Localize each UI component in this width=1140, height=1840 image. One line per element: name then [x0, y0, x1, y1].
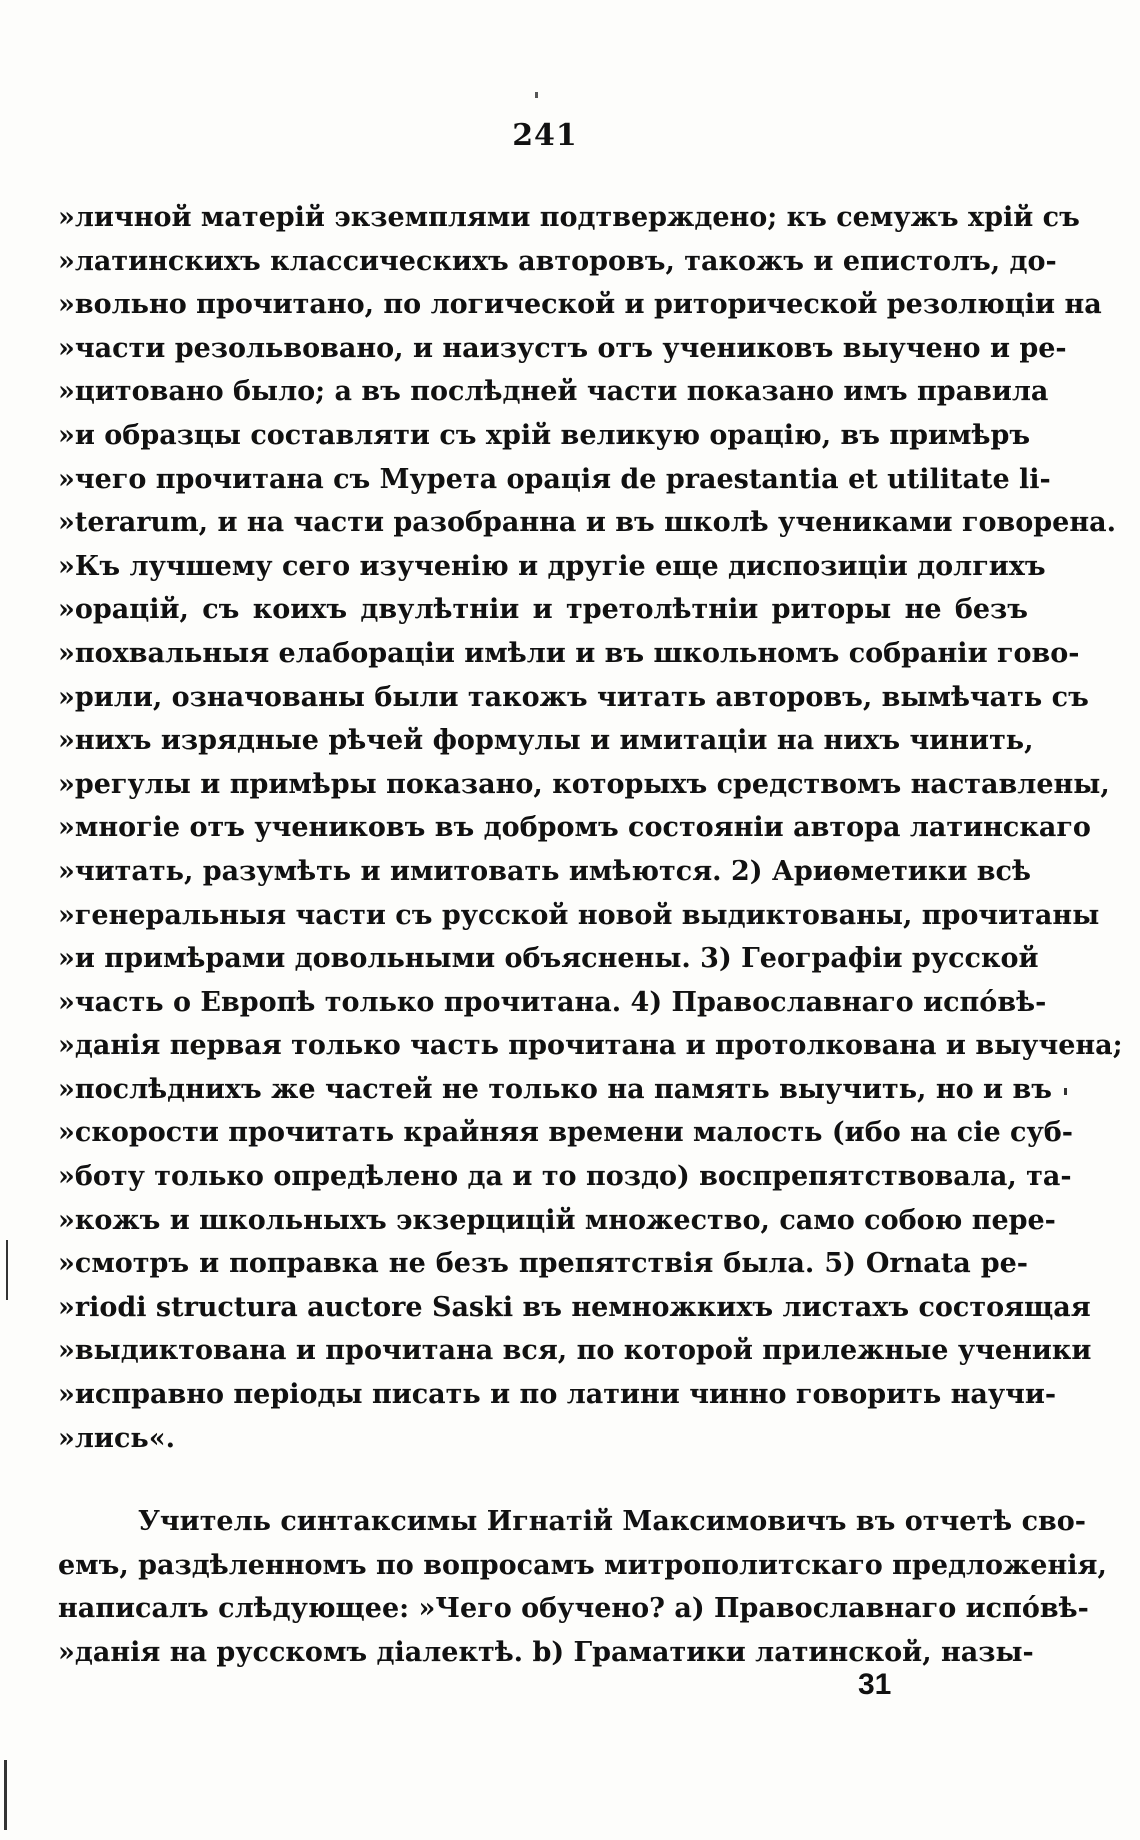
text-line: »орацій, съ коихъ двулѣтніи и третолѣтніи риторы не безъ — [58, 594, 1028, 626]
paragraph-2 — [58, 1500, 1107, 1674]
margin-tick — [1064, 1088, 1067, 1095]
text-line: »читать, разумѣть и имитовать имѣются. 2) Ариѳметики всѣ — [58, 855, 1031, 887]
text-line: »и образцы составляти съ хрій великую орацію, въ примѣръ — [58, 419, 1031, 451]
margin-line — [4, 1760, 7, 1830]
page-number: 241 — [512, 118, 578, 153]
text-line: »исправно періоды писать и по латини чинно говорить научи- — [58, 1379, 1057, 1411]
text-line: »генеральныя части съ русской новой выдиктованы, прочитаны — [58, 899, 1100, 931]
text-line: »рили, означованы были такожъ читать авторовъ, вымѣчать съ — [58, 681, 1089, 713]
text-line: »данія на русскомъ діалектѣ. b) Граматики латинской, назы- — [58, 1636, 1034, 1668]
text-line: »terarum, и на части разобранна и въ школѣ учениками говорена. — [58, 507, 1116, 539]
text-line: »скорости прочитать крайняя времени малость (ибо на сіе суб- — [58, 1117, 1073, 1149]
text-line: »выдиктована и прочитана вся, по которой прилежные ученики — [58, 1335, 1092, 1367]
text-line: »личной матерій экземплями подтверждено; къ семужъ хрій съ — [58, 202, 1080, 233]
paragraph-1 — [58, 196, 1123, 1460]
text-line: »часть о Европѣ только прочитана. 4) Православнаго испо́вѣ- — [58, 986, 1047, 1018]
text-line: Учитель синтаксимы Игнатій Максимовичъ въ отчетѣ сво- — [138, 1506, 1086, 1537]
text-line: »боту только опредѣлено да и то поздо) воспрепятствовала, та- — [58, 1161, 1072, 1193]
text-line: »вольно прочитано, по логической и риторической резолюціи на — [58, 289, 1102, 321]
signature-mark: 31 — [858, 1668, 892, 1701]
text-line: »и примѣрами довольными объяснены. 3) Географіи русской — [58, 943, 1039, 975]
text-line: »части резольвовано, и наизустъ отъ учениковъ выучено и ре- — [58, 332, 1067, 364]
text-line: »смотръ и поправка не безъ препятствія была. 5) Ornata pe- — [58, 1248, 1028, 1280]
text-line: »латинскихъ классическихъ авторовъ, такожъ и епистолъ, до- — [58, 245, 1057, 277]
text-line: »riodi structura auctore Saski въ немножкихъ листахъ состоящая — [58, 1291, 1091, 1323]
text-line: »Къ лучшему сего изученію и другіе еще диспозиціи долгихъ — [58, 550, 1046, 582]
text-line: написалъ слѣдующее: »Чего обучено? a) Православнаго испо́вѣ- — [58, 1593, 1089, 1625]
text-line: »данія первая только часть прочитана и протолкована и выучена; — [58, 1030, 1123, 1062]
text-line: »похвальныя елабораціи имѣли и въ школьномъ собраніи гово- — [58, 637, 1080, 669]
text-line: »чего прочитана съ Мурета орація de praestantia et utilitate li- — [58, 463, 1051, 495]
text-line: »цитовано было; а въ послѣдней части показано имъ правила — [58, 376, 1049, 408]
text-line: емъ, раздѣленномъ по вопросамъ митрополитскаго предложенія, — [58, 1549, 1107, 1581]
text-line: »регулы и примѣры показано, которыхъ средствомъ наставлены, — [58, 768, 1110, 800]
margin-line — [6, 1240, 8, 1300]
text-line: »нихъ изрядные рѣчей формулы и имитаціи на нихъ чинить, — [58, 725, 1034, 757]
text-line: »лись«. — [58, 1422, 175, 1454]
text-line: »послѣднихъ же частей не только на память выучить, но и въ — [58, 1073, 1052, 1105]
text-line: »кожъ и школьныхъ экзерцицій множество, само собою пере- — [58, 1204, 1056, 1236]
text-line: »многіе отъ учениковъ въ добромъ состояніи автора латинскаго — [58, 812, 1091, 844]
speck-mark — [535, 92, 538, 98]
